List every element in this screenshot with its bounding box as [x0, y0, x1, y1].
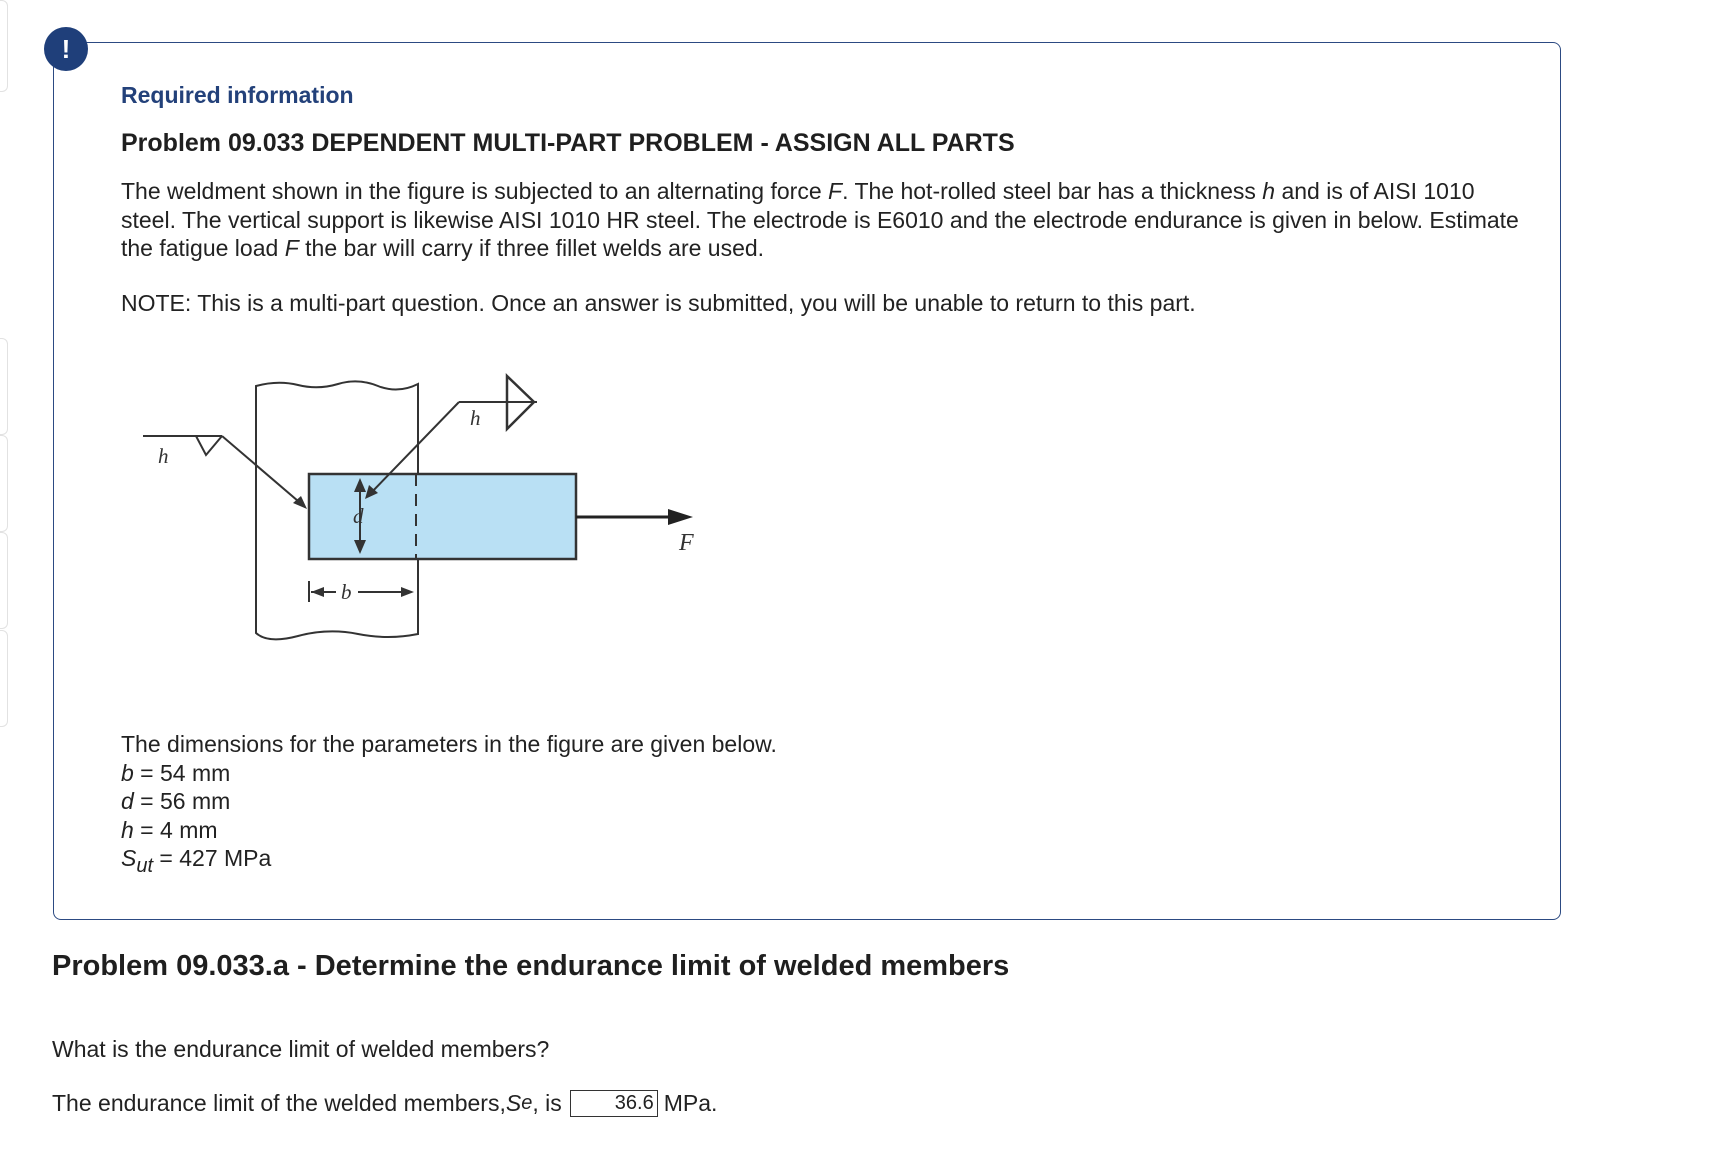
dimensions-block: [121, 730, 777, 881]
left-edge-tab: [0, 532, 8, 629]
dimension-d: d = 56 mm: [121, 788, 231, 814]
dimension-sut: $S_{ut} = 427$ MPa: [121, 845, 272, 877]
part-a-title: Problem 09.033.a - Determine the endurance limit of welded members: [52, 950, 1010, 982]
figure-label-b: b: [341, 580, 352, 604]
force-arrow: [668, 509, 693, 525]
left-edge-tab: [0, 435, 8, 532]
part-a-question: What is the endurance limit of welded members?: [52, 1036, 550, 1062]
endurance-limit-input[interactable]: [570, 1090, 658, 1117]
alert-icon: !: [44, 27, 88, 71]
dimensions-intro: The dimensions for the parameters in the figure are given below.: [121, 731, 777, 757]
multi-part-note: NOTE: This is a multi-part question. Once an answer is submitted, you will be unable to return to this part.: [121, 290, 1196, 316]
required-info-heading: Required information: [121, 82, 354, 108]
dimension-h: h = 4 mm: [121, 816, 218, 843]
figure-label-h-top: h: [470, 406, 481, 430]
left-edge-tab: [0, 0, 8, 92]
figure-label-F: F: [679, 530, 694, 556]
force-variable: F: [828, 178, 843, 204]
force-variable: F: [284, 235, 299, 261]
figure-label-h-left: h: [158, 444, 169, 468]
thickness-variable: h: [1262, 178, 1276, 204]
figure-label-d: d: [353, 504, 364, 528]
dimension-b: b = 54 mm: [121, 759, 231, 786]
left-edge-tab: [0, 630, 8, 727]
problem-title: Problem 09.033 DEPENDENT MULTI-PART PROBLEM - ASSIGN ALL PARTS: [121, 129, 1015, 157]
steel-bar: [309, 474, 576, 559]
left-edge-tab: [0, 338, 8, 435]
problem-description: The weldment shown in the figure is subjected to an alternating force F. The hot-rolled steel bar has a thickness h and is of AISI 1010 steel. The vertical support is likewise AISI 1010 HR steel. The electrode is E6010 and the electrode endurance is given in below. Estimate the fatigue load F the bar will carry if three fillet welds are used.: [121, 178, 1519, 261]
weldment-figure: [138, 372, 698, 647]
answer-line: The endurance limit of the welded members, S e , is 36.6 MPa.: [52, 1090, 717, 1117]
